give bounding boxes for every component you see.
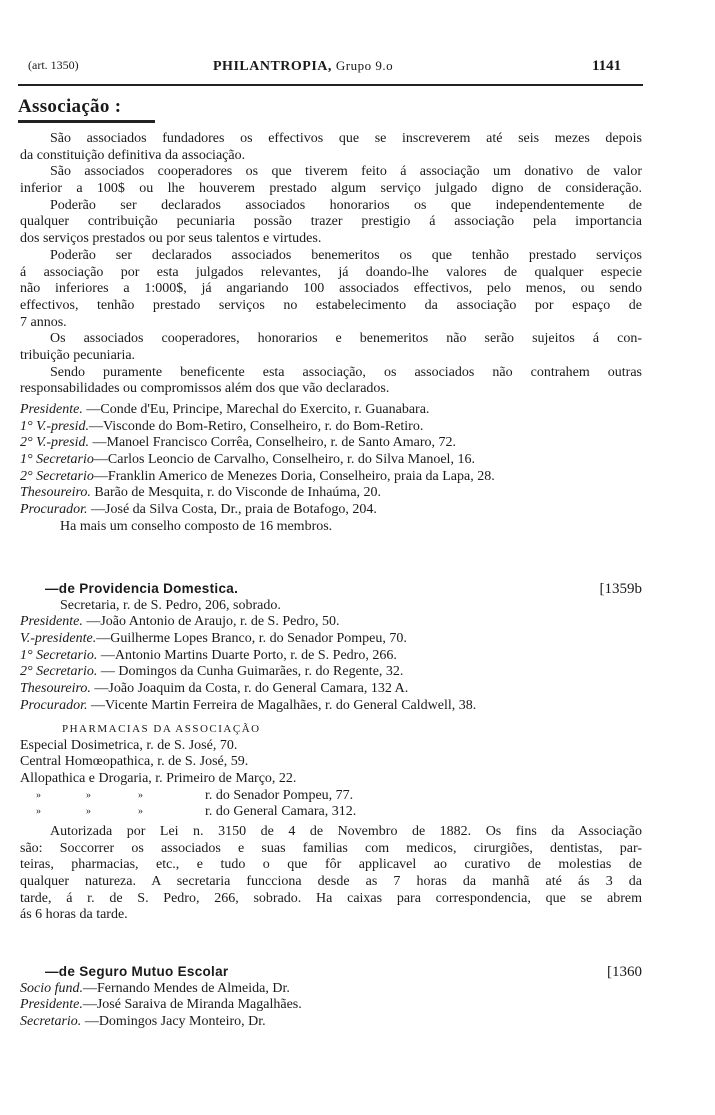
text-line: qualquer natureza. A secretaria funcciona desde as 7 horas da manhã até ás 3 da (20, 874, 642, 890)
ditto-mark: » (86, 789, 91, 801)
text-line: qualquer contribuição pecuniaria possão trazer prestigio á associação pela importancia (20, 214, 642, 230)
entry-title-line (20, 964, 642, 981)
seguro-entry (20, 964, 642, 1031)
officer-role: Presidente. (20, 402, 83, 417)
officer-role: 1° Secretario. (20, 647, 98, 663)
officer-line (20, 698, 642, 715)
section-heading: Associação : (18, 96, 122, 117)
officer-line (20, 681, 642, 698)
text-line: são: Soccorrer os associados e suas familias com medicos, cirurgiões, dentistas, par- (20, 840, 642, 856)
officer-details: —José Saraiva de Miranda Magalhães. (82, 997, 302, 1013)
text-line: inferior a 100$ ou lhe houverem prestado algum serviço julgado digno de consideração. (20, 181, 642, 197)
running-title (213, 58, 393, 75)
officer-role: V.-presidente. (20, 631, 97, 647)
text-line: teiras, pharmacias, etc., e tudo o que fôr applicavel ao curativo de molestias de (20, 857, 642, 873)
pharmacy-line: Allopathica e Drogaria, r. Primeiro de Março, 22. (20, 771, 297, 787)
text-line: dos serviços prestados ou por seus talentos e virtudes. (20, 231, 322, 247)
officer-details: —Manoel Francisco Corrêa, Conselheiro, r. de Santo Amaro, 72. (89, 435, 457, 451)
officer-details: — Domingos da Cunha Guimarães, r. do Regente, 32. (97, 664, 404, 680)
text-line: á associação por esta julgados relevantes, já doando-lhe valores de qualquer especie (20, 264, 642, 280)
text-line: Poderão ser declarados associados honorarios os que independentemente de (50, 197, 642, 213)
ditto-mark: » (36, 806, 41, 818)
officer-line (20, 485, 642, 502)
page-number: 1141 (592, 58, 622, 74)
entry-title-line (20, 581, 642, 598)
text-line: Os associados cooperadores, honorarios e benemeritos não serão sujeitos á con- (50, 331, 642, 347)
officer-role: 2° V.-presid. (20, 435, 89, 451)
pharmacy-line: Central Homœopathica, r. de S. José, 59. (20, 754, 249, 770)
officer-line (20, 981, 642, 998)
article-range: (art. 1350) (28, 58, 79, 72)
text-line: São associados fundadores os effectivos que se inscreverem até seis mezes depois (50, 131, 642, 146)
officer-line (20, 419, 642, 436)
officer-role: Presidente. (20, 997, 83, 1013)
officer-details: —Vicente Martin Ferreira de Magalhães, r. do General Caldwell, 38. (87, 697, 477, 713)
text-line: ás 6 horas da tarde. (20, 907, 128, 923)
ditto-mark: » (86, 806, 91, 818)
officer-line (20, 648, 642, 665)
text-line: tarde, á r. de S. Pedro, 266, sobrado. Ha caixas para correspondencia, que se abrem (20, 890, 642, 906)
council-note: Ha mais um conselho composto de 16 membros. (60, 518, 333, 534)
text-line: São associados cooperadores os que tiverem feito á associação um donativo de valor (50, 164, 642, 180)
secretaria-address: Secretaria, r. de S. Pedro, 206, sobrado. (60, 597, 281, 613)
providencia-paragraph (20, 824, 642, 924)
pharmacies-list (20, 721, 642, 821)
officer-details: —Franklin Americo de Menezes Doria, Conselheiro, praia da Lapa, 28. (93, 468, 495, 484)
officer-line (20, 402, 642, 419)
officer-details: —Guilherme Lopes Branco, r. do Senador Pompeu, 70. (96, 631, 407, 647)
officer-details: —Visconde do Bom-Retiro, Conselheiro, r. do Bom-Retiro. (89, 418, 424, 434)
officer-role: 1° V.-presid. (20, 418, 89, 434)
pharmacies-heading: PHARMACIAS DA ASSOCIAÇÃO (62, 723, 261, 735)
heading-underline (18, 120, 155, 123)
ditto-mark: » (138, 806, 143, 818)
officer-line (20, 1014, 642, 1031)
providencia-entry (20, 581, 642, 715)
officer-details: —João Antonio de Araujo, r. de S. Pedro, 50. (82, 614, 340, 630)
entry-title: —de Providencia Domestica. (45, 581, 239, 596)
officer-line (20, 452, 642, 469)
associacao-officers (20, 402, 642, 536)
entry-reference-number: [1360 (607, 964, 642, 980)
officer-role: 2° Secretario. (20, 664, 98, 680)
officer-details: —Antonio Martins Duarte Porto, r. de S. Pedro, 266. (97, 647, 397, 663)
officer-role: Procurador. (20, 697, 88, 713)
officer-details: —Fernando Mendes de Almeida, Dr. (83, 980, 290, 996)
officer-line (20, 997, 642, 1014)
officer-line (20, 614, 642, 631)
officer-line (20, 435, 642, 452)
associacao-paragraphs (20, 131, 642, 398)
text-line: da constituição definitiva da associação. (20, 147, 246, 163)
text-line: Poderão ser declarados associados benemeritos os que tenhão prestado serviços (50, 247, 642, 263)
pharmacy-branch-line (20, 788, 642, 805)
officer-details: —Domingos Jacy Monteiro, Dr. (81, 1014, 266, 1030)
pharmacy-branch-line (20, 804, 642, 821)
pharmacy-branch-address: r. do Senador Pompeu, 77. (205, 787, 354, 803)
officer-details: Barão de Mesquita, r. do Visconde de Inhaúma, 20. (90, 485, 382, 501)
officer-role: 1° Secretario (20, 452, 94, 468)
officer-details: —Conde d'Eu, Principe, Marechal do Exercito, r. Guanabara. (82, 402, 430, 417)
officer-role: Procurador. (20, 502, 88, 518)
officer-role: Thesoureiro. (20, 485, 91, 501)
text-line: não inferiores a 1:000$, já angariando 100 associados effectivos, pelo menos, ou sendo (20, 281, 642, 297)
officer-line (20, 469, 642, 486)
text-line: Autorizada por Lei n. 3150 de 4 de Novembro de 1882. Os fins da Associação (50, 824, 642, 839)
officer-role: Socio fund. (20, 980, 83, 996)
ditto-mark: » (36, 789, 41, 801)
officer-details: —Carlos Leoncio de Carvalho, Conselheiro, r. do Silva Manoel, 16. (93, 452, 475, 468)
entry-title: —de Seguro Mutuo Escolar (45, 964, 229, 979)
officer-line (20, 664, 642, 681)
text-line: Sendo puramente beneficente esta associação, os associados não contrahem outras (50, 364, 642, 380)
running-title-group: Grupo 9.o (335, 58, 394, 73)
running-title-main: PHILANTROPIA, (213, 59, 332, 74)
header-rule (18, 84, 643, 86)
officer-line (20, 502, 642, 519)
officer-details: —José da Silva Costa, Dr., praia de Botafogo, 204. (87, 502, 377, 518)
text-line: effectivos, tenhão prestado serviços no estabelecimento da associação por espaço de (20, 297, 642, 313)
officer-role: Presidente. (20, 614, 83, 630)
officer-details: —João Joaquim da Costa, r. do General Camara, 132 A. (90, 681, 409, 697)
officer-role: 2° Secretario (20, 468, 94, 484)
officer-line (20, 631, 642, 648)
pharmacy-branch-address: r. do General Camara, 312. (205, 804, 357, 820)
pharmacy-line: Especial Dosimetrica, r. de S. José, 70. (20, 737, 238, 753)
officer-role: Secretario. (20, 1014, 82, 1030)
entry-reference-number: [1359b (599, 581, 642, 597)
text-line: tribuição pecuniaria. (20, 347, 136, 363)
officer-role: Thesoureiro. (20, 681, 91, 697)
text-line: responsabilidades ou compromissos além dos que vão declarados. (20, 381, 390, 397)
ditto-mark: » (138, 789, 143, 801)
text-line: 7 annos. (20, 314, 67, 330)
